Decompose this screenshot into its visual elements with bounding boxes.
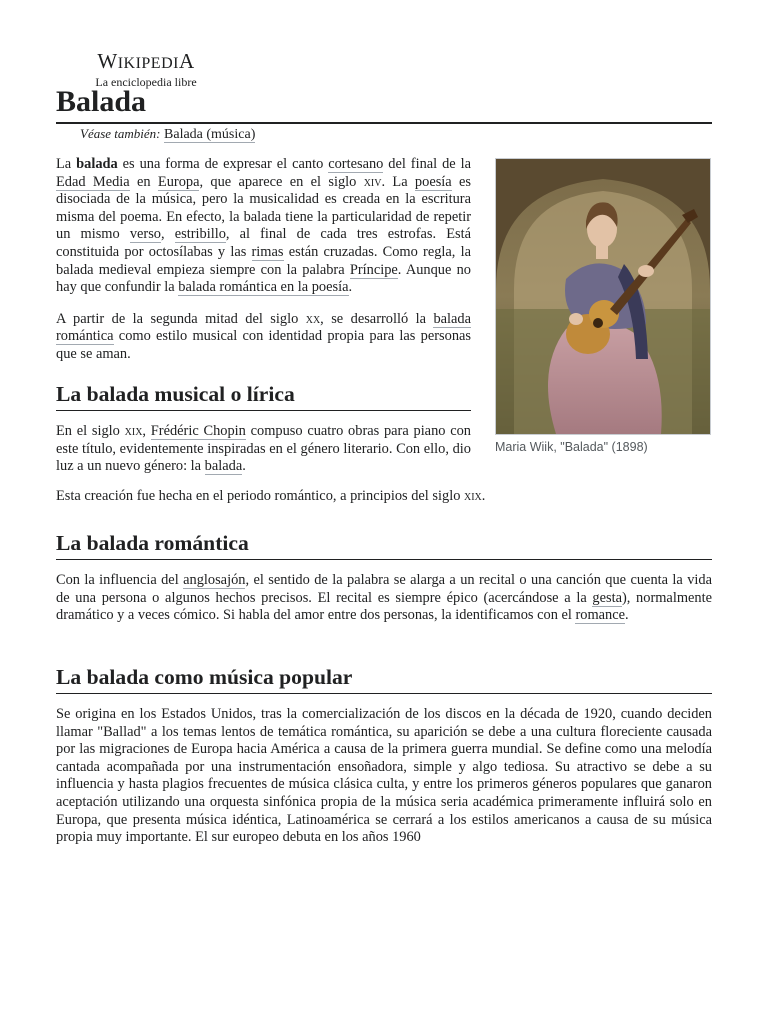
figure-caption: Maria Wiik, "Balada" (1898) [495, 440, 648, 454]
hatnote-link[interactable]: Balada (música) [164, 127, 256, 142]
link-europa[interactable]: Europa [157, 173, 200, 190]
century-numeral: xx [305, 310, 321, 327]
link-gesta[interactable]: gesta [592, 589, 622, 606]
link-verso[interactable]: verso [129, 226, 161, 243]
link-principe[interactable]: Príncipe [349, 261, 398, 278]
link-anglosajon[interactable]: anglosajón [183, 572, 246, 588]
century-numeral: xiv [363, 173, 382, 190]
logo-wordmark: WIKIPEDIA [97, 49, 195, 73]
logo-tagline: La enciclopedia libre [95, 75, 197, 89]
century-numeral: xix [463, 487, 482, 504]
page-title: Balada [56, 84, 712, 124]
section-paragraph: Esta creación fue hecha en el periodo romántico, a principios del siglo xix. [56, 487, 486, 504]
section-heading: La balada como música popular [56, 664, 712, 694]
hatnote [80, 125, 255, 144]
link-balada-romantica[interactable]: balada romántica [56, 310, 471, 345]
section-heading: La balada romántica [56, 530, 712, 560]
hatnote-prefix: Véase también: [80, 126, 161, 141]
section-paragraph: Se origina en los Estados Unidos, tras la comercialización de los discos en la década de 1920, cuando deciden llamar "Ballad" a los temas lentos de temática romántica, su aparición se debe a una cultura floreciente causada por las migraciones de Europa hacia América a causa de la primera guerra mundial. Se define como una melodía cantada acompañada por una instrumentación ensoñadora, simple y algo tediosa. Su atractivo se debe a su influencia y hasta plagios frecuentes de música clásica culta, y entre los primeros géneros populares que ganaron aceptación utilizando una orquesta sinfónica propia de la música seria académica primeramente influirá solo en Europa, que presenta música idéntica, Latinoamérica se cerrará a los estilos americanos a causa de su música propia muy importante. El sur europeo debuta en los años 1960 [56, 706, 712, 846]
link-estribillo[interactable]: estribillo [174, 226, 226, 243]
section-balada-romantica [56, 530, 712, 637]
intro-column [56, 156, 471, 378]
section-paragraph: Con la influencia del anglosajón, el sentido de la palabra se alarga a un recital o una canción que cuenta la vida de una persona o algunos hechos precisos. El recital es siempre épico (acercándose a la gesta), normalmente dramático y a veces cómico. Si habla del amor entre dos personas, la identificamos con el romance. [56, 572, 712, 624]
bold-term: balada [76, 156, 118, 172]
link-balada-romantica-poesia[interactable]: balada romántica en la poesía [178, 279, 349, 296]
intro-paragraph-1: La balada es una forma de expresar el canto cortesano del final de la Edad Media en Europa, que aparece en el siglo xiv. La poesía es disociada de la música, pero la musicalidad es creada en la escritura misma del poema. En efecto, la balada tiene la particularidad de repetir un mismo verso, estribillo, al final de cada tres estrofas. Está constituida por octosílabas y las rimas están cruzadas. Como regla, la balada medieval empieza siempre con la palabra Príncipe. Aunque no hay que confundir la balada romántica en la poesía. [56, 156, 472, 296]
section-musica-popular [56, 664, 712, 859]
link-edad-media[interactable]: Edad Media [56, 173, 130, 190]
section-musical-lirica [56, 381, 712, 517]
link-balada[interactable]: balada [204, 458, 243, 475]
link-cortesano[interactable]: cortesano [328, 156, 384, 172]
link-poesia[interactable]: poesía [414, 173, 452, 190]
link-rimas[interactable]: rimas [251, 243, 284, 260]
link-romance[interactable]: romance [575, 607, 626, 624]
century-numeral: xix [124, 423, 143, 439]
section-heading: La balada musical o lírica [56, 381, 471, 411]
link-frederic-chopin[interactable]: Frédéric Chopin [150, 423, 246, 439]
section-paragraph: En el siglo xix, Frédéric Chopin compuso cuatro obras para piano con este título, evidentemente inspiradas en el género literario. Con ello, dio luz a un nuevo género: la balada. [56, 423, 471, 475]
intro-paragraph-2: A partir de la segunda mitad del siglo xx, se desarrolló la balada romántica como estilo musical con identidad propia para las personas que se aman. [56, 310, 471, 362]
